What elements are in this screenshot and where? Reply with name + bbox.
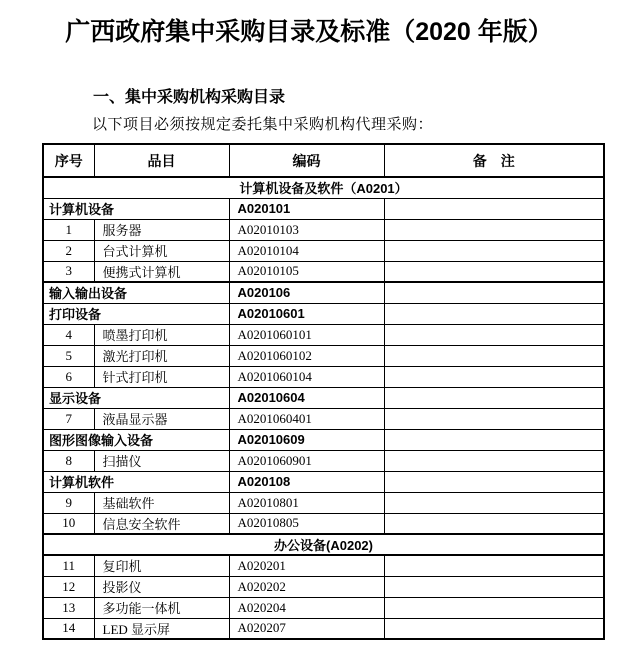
header-remarks: 备 注 <box>384 144 604 177</box>
item-code: A0201060104 <box>229 366 384 387</box>
category-code: A02010604 <box>229 387 384 408</box>
item-row <box>43 555 604 576</box>
remark-cell <box>384 429 604 450</box>
remark-cell <box>384 240 604 261</box>
header-item: 品目 <box>94 144 229 177</box>
item-code: A02010103 <box>229 219 384 240</box>
item-code: A020207 <box>229 618 384 639</box>
remark-cell <box>384 198 604 219</box>
item-code: A020201 <box>229 555 384 576</box>
remark-cell <box>384 618 604 639</box>
item-name: 激光打印机 <box>94 345 229 366</box>
remark-cell <box>384 303 604 324</box>
row-index: 14 <box>43 618 94 639</box>
remark-cell <box>384 597 604 618</box>
remark-cell <box>384 345 604 366</box>
item-name: 针式打印机 <box>94 366 229 387</box>
item-name: 多功能一体机 <box>94 597 229 618</box>
row-index: 12 <box>43 576 94 597</box>
item-row <box>43 345 604 366</box>
row-index: 10 <box>43 513 94 534</box>
item-name: 扫描仪 <box>94 450 229 471</box>
item-name: 便携式计算机 <box>94 261 229 282</box>
item-row <box>43 324 604 345</box>
row-index: 9 <box>43 492 94 513</box>
item-row <box>43 618 604 639</box>
item-name: LED 显示屏 <box>94 618 229 639</box>
remark-cell <box>384 324 604 345</box>
item-row <box>43 513 604 534</box>
category-code: A020106 <box>229 282 384 303</box>
category-name: 图形图像输入设备 <box>43 429 229 450</box>
catalog-table <box>42 143 605 640</box>
item-code: A02010805 <box>229 513 384 534</box>
intro-text: 以下项目必须按规定委托集中采购机构代理采购： <box>92 117 434 133</box>
section-heading: 一、集中采购机构采购目录 <box>93 89 286 106</box>
row-index: 4 <box>43 324 94 345</box>
item-row <box>43 450 604 471</box>
row-index: 5 <box>43 345 94 366</box>
item-row <box>43 597 604 618</box>
category-code: A02010601 <box>229 303 384 324</box>
item-code: A02010104 <box>229 240 384 261</box>
category-name: 输入输出设备 <box>43 282 229 303</box>
item-code: A0201060901 <box>229 450 384 471</box>
category-name: 显示设备 <box>43 387 229 408</box>
remark-cell <box>384 282 604 303</box>
category-code: A02010609 <box>229 429 384 450</box>
item-name: 液晶显示器 <box>94 408 229 429</box>
remark-cell <box>384 555 604 576</box>
item-row <box>43 576 604 597</box>
remark-cell <box>384 408 604 429</box>
item-name: 台式计算机 <box>94 240 229 261</box>
category-row <box>43 303 604 324</box>
item-code: A0201060102 <box>229 345 384 366</box>
item-code: A02010801 <box>229 492 384 513</box>
item-row <box>43 366 604 387</box>
item-code: A020204 <box>229 597 384 618</box>
remark-cell <box>384 366 604 387</box>
row-index: 2 <box>43 240 94 261</box>
item-row <box>43 261 604 282</box>
item-name: 复印机 <box>94 555 229 576</box>
row-index: 3 <box>43 261 94 282</box>
category-name: 计算机软件 <box>43 471 229 492</box>
category-name: 打印设备 <box>43 303 229 324</box>
category-name: 计算机设备 <box>43 198 229 219</box>
item-code: A0201060401 <box>229 408 384 429</box>
remark-cell <box>384 387 604 408</box>
catalog-table-container <box>42 143 605 640</box>
remark-cell <box>384 261 604 282</box>
section-label: 计算机设备及软件（A0201） <box>43 177 604 198</box>
category-row <box>43 387 604 408</box>
category-row <box>43 282 604 303</box>
section-label: 办公设备(A0202) <box>43 534 604 555</box>
catalog-table-body <box>43 177 604 639</box>
remark-cell <box>384 576 604 597</box>
header-code: 编码 <box>229 144 384 177</box>
item-name: 投影仪 <box>94 576 229 597</box>
row-index: 1 <box>43 219 94 240</box>
row-index: 6 <box>43 366 94 387</box>
page-title: 广西政府集中采购目录及标准（2020 年版） <box>65 18 553 46</box>
category-code: A020108 <box>229 471 384 492</box>
remark-cell <box>384 219 604 240</box>
item-row <box>43 492 604 513</box>
remark-cell <box>384 513 604 534</box>
section-row <box>43 534 604 555</box>
category-code: A020101 <box>229 198 384 219</box>
row-index: 7 <box>43 408 94 429</box>
item-code: A02010105 <box>229 261 384 282</box>
item-name: 基础软件 <box>94 492 229 513</box>
category-row <box>43 429 604 450</box>
item-name: 服务器 <box>94 219 229 240</box>
item-code: A020202 <box>229 576 384 597</box>
item-row <box>43 219 604 240</box>
category-row <box>43 198 604 219</box>
category-row <box>43 471 604 492</box>
table-header-row <box>43 144 604 177</box>
header-serial-number: 序号 <box>43 144 94 177</box>
item-code: A0201060101 <box>229 324 384 345</box>
remark-cell <box>384 492 604 513</box>
remark-cell <box>384 450 604 471</box>
row-index: 8 <box>43 450 94 471</box>
row-index: 13 <box>43 597 94 618</box>
remark-cell <box>384 471 604 492</box>
item-name: 喷墨打印机 <box>94 324 229 345</box>
row-index: 11 <box>43 555 94 576</box>
item-row <box>43 240 604 261</box>
section-row <box>43 177 604 198</box>
item-row <box>43 408 604 429</box>
item-name: 信息安全软件 <box>94 513 229 534</box>
